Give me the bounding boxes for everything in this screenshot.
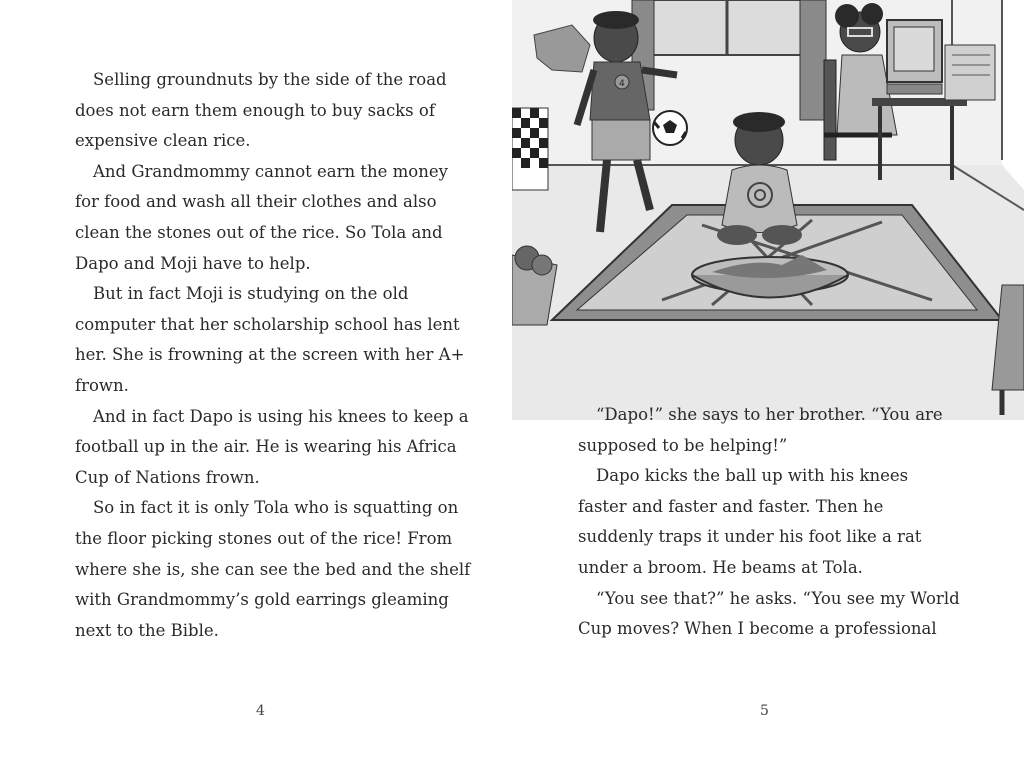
- right-page: [512, 0, 1024, 757]
- text-line: Cup of Nations frown.: [75, 467, 260, 487]
- text-line: So in fact it is only Tola who is squatting on: [93, 498, 459, 518]
- football-icon: [653, 111, 687, 145]
- page-number: 4: [256, 703, 265, 719]
- text-line: does not earn them enough to buy sacks of: [75, 100, 435, 120]
- text-line: Cup moves? When I become a professional: [578, 619, 937, 639]
- text-line: expensive clean rice.: [75, 131, 251, 151]
- text-line: But in fact Moji is studying on the old: [93, 284, 409, 304]
- text-line: with Grandmommy’s gold earrings gleaming: [75, 590, 449, 610]
- jersey-number: 4: [619, 79, 625, 89]
- text-line: under a broom. He beams at Tola.: [578, 557, 863, 577]
- checkered-box: [512, 108, 548, 190]
- text-line: football up in the air. He is wearing his Africa: [75, 437, 457, 457]
- text-line: for food and wash all their clothes and also: [75, 192, 437, 212]
- text-line: next to the Bible.: [75, 620, 219, 640]
- page-number: 5: [760, 703, 769, 719]
- text-line: And in fact Dapo is using his knees to keep a: [93, 406, 469, 426]
- text-line: where she is, she can see the bed and the shelf: [75, 559, 471, 579]
- right-page-text: [578, 400, 958, 645]
- left-page-text: [75, 65, 471, 646]
- text-line: clean the stones out of the rice. So Tola and: [75, 222, 443, 242]
- room-illustration: [512, 0, 1024, 420]
- text-line: Selling groundnuts by the side of the road: [93, 70, 447, 89]
- text-line: suddenly traps it under his foot like a rat: [578, 527, 922, 547]
- text-line: her. She is frowning at the screen with her A+: [75, 345, 465, 365]
- text-line: “Dapo!” she says to her brother. “You are: [596, 405, 943, 424]
- text-line: Dapo and Moji have to help.: [75, 253, 311, 273]
- text-line: frown.: [75, 375, 129, 395]
- text-line: computer that her scholarship school has lent: [75, 314, 460, 334]
- text-line: Dapo kicks the ball up with his knees: [596, 466, 909, 486]
- text-line: faster and faster and faster. Then he: [578, 496, 884, 516]
- text-line: “You see that?” he asks. “You see my World: [596, 588, 960, 608]
- text-line: And Grandmommy cannot earn the money: [93, 161, 448, 181]
- text-line: supposed to be helping!”: [578, 435, 788, 455]
- text-line: the floor picking stones out of the rice! From: [75, 528, 453, 548]
